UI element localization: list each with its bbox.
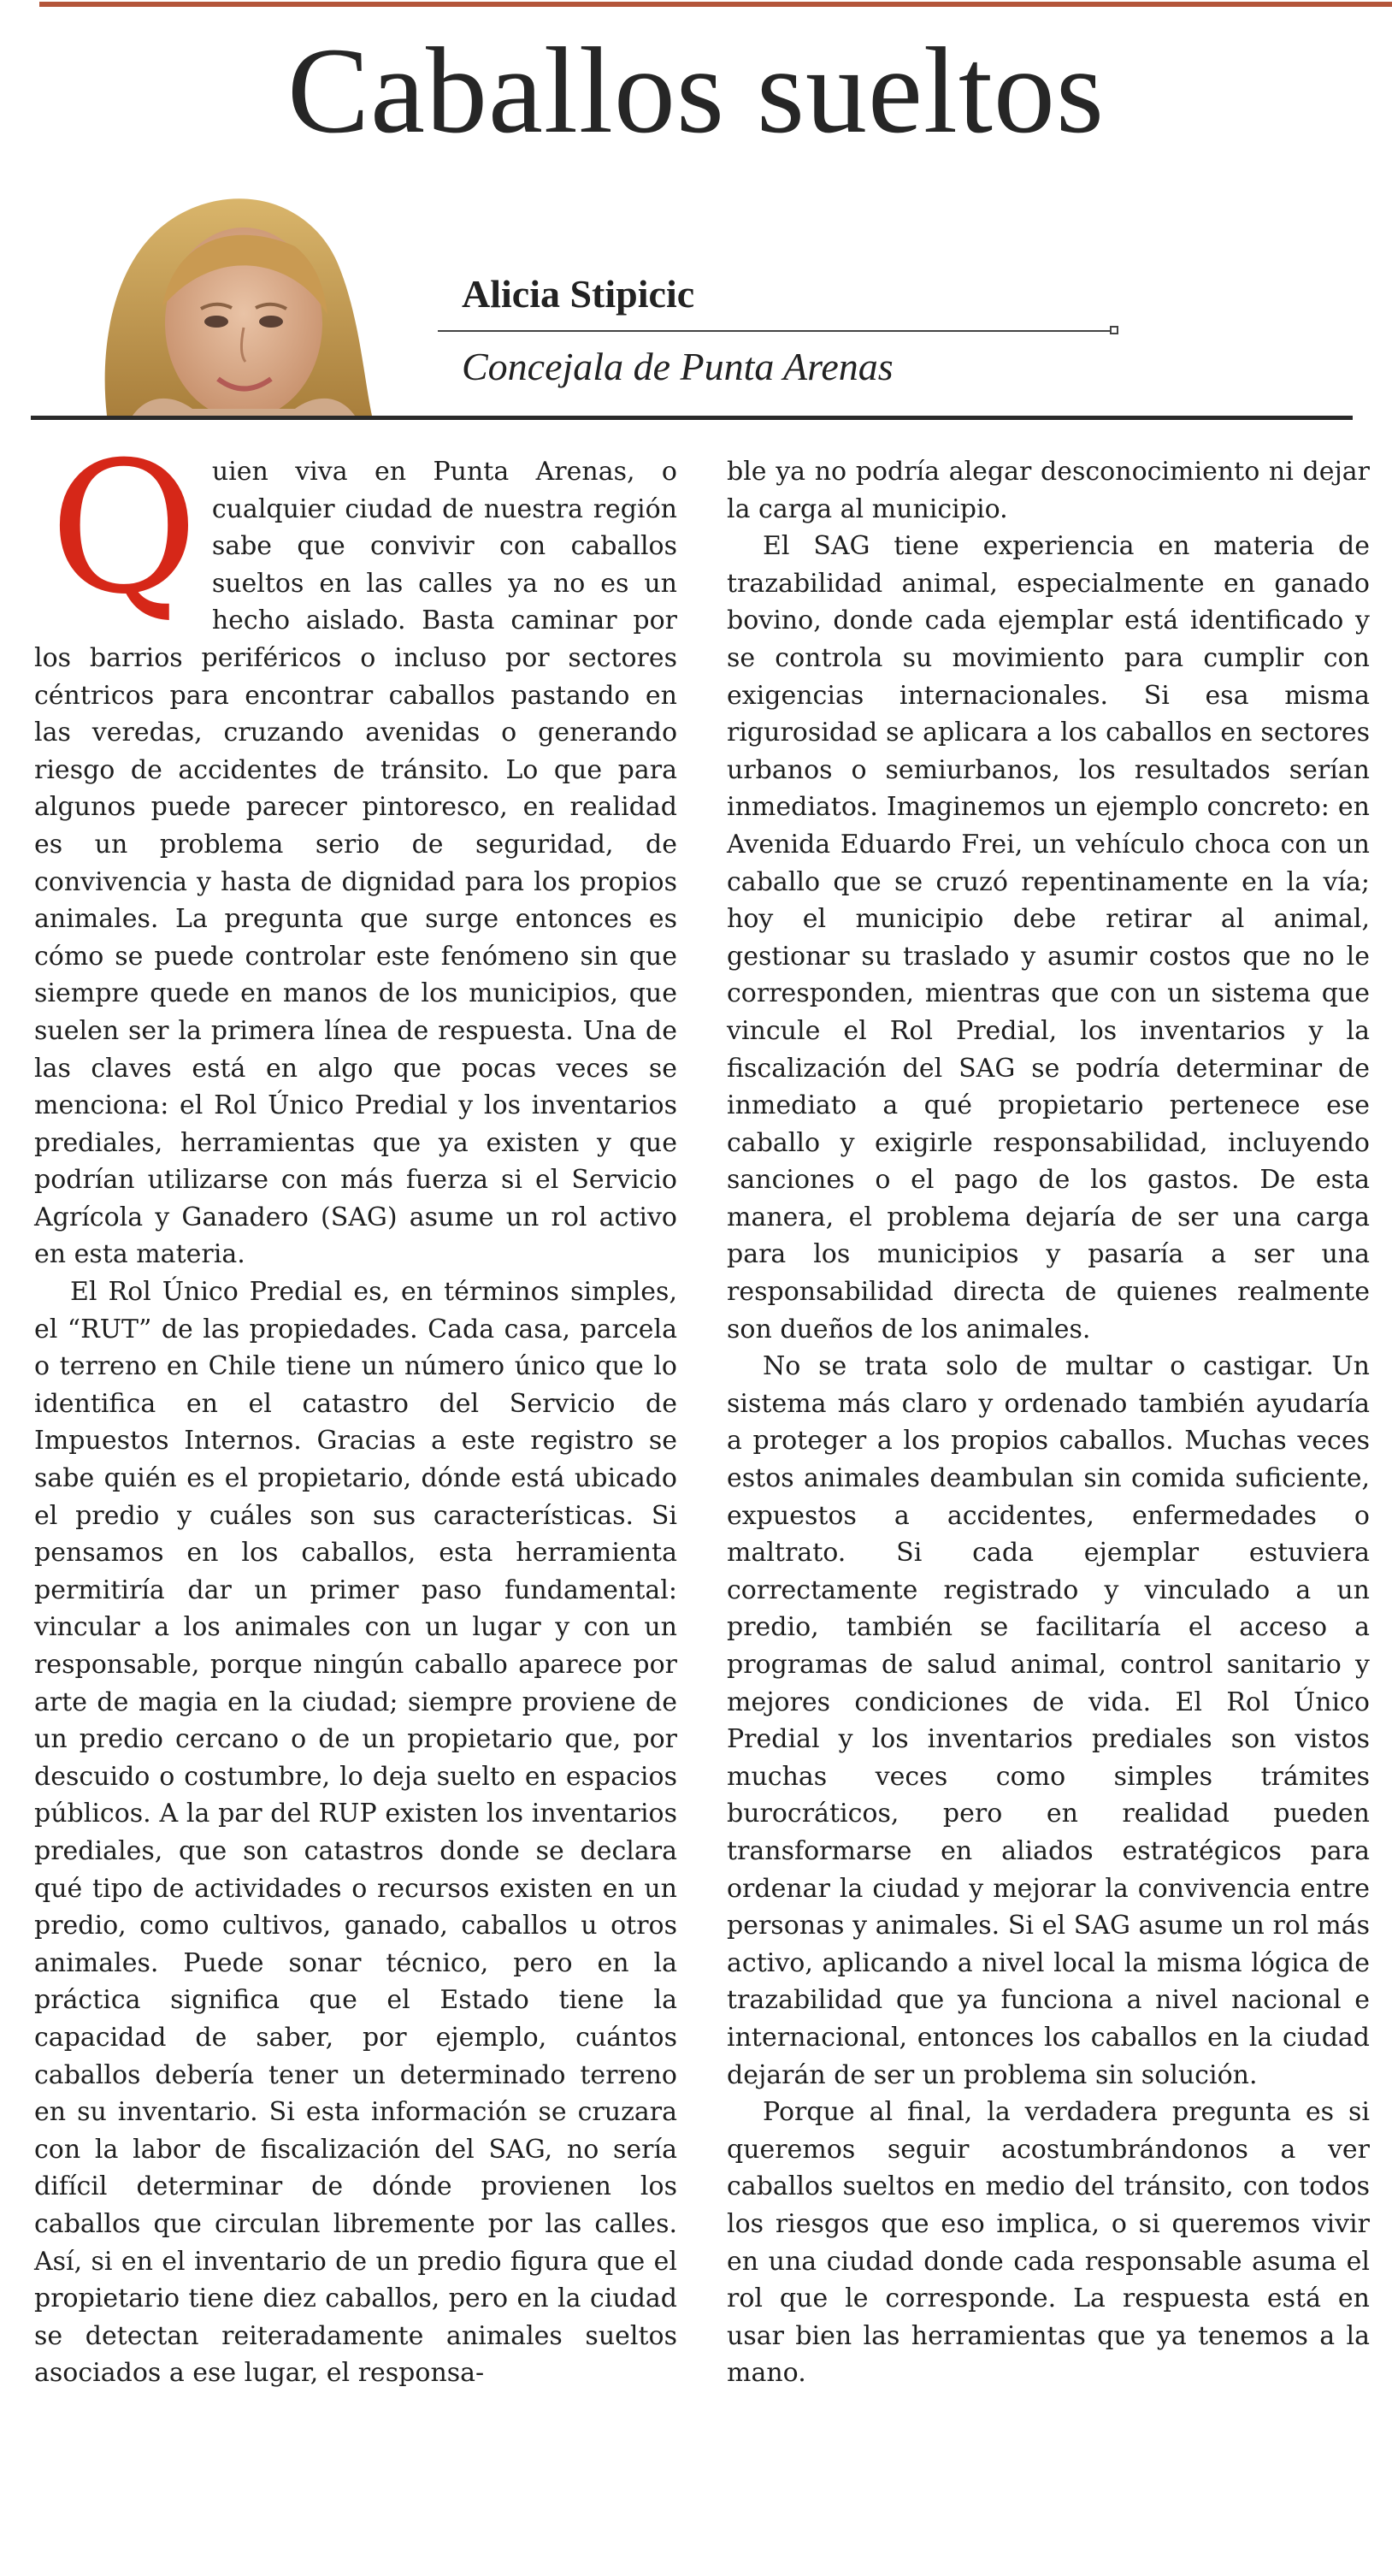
article-column-left <box>34 422 677 2392</box>
paragraph <box>34 422 677 1273</box>
top-accent-rule <box>39 2 1392 7</box>
paragraph: ble ya no podría alegar desconocimiento ni dejar la carga al municipio. <box>727 457 1370 524</box>
drop-cap: Q <box>50 422 198 634</box>
author-role: Concejala de Punta Arenas <box>462 345 894 388</box>
paragraph: El SAG tiene experiencia en materia de trazabilidad animal, especialmente en ganado bovino, donde cada ejemplar está identificado y se controla su movimiento para cumplir con exigencias internacionales. Si esa misma rigurosidad se aplicara a los caballos en sectores urbanos o semiurbanos, los resultados serían inmediatos. Imaginemos un ejemplo concreto: en Avenida Eduardo Frei, un vehículo choca con un caballo que se cruzó repentinamente en la vía; hoy el municipio debe retirar al animal, gestionar su traslado y asumir costos que no le corresponden, mientras que con un sistema que vincule el Rol Predial, los inventarios y la fiscalización del SAG se podría determinar de inmediato a qué propietario pertenece ese caballo y exigirle responsabilidad, incluyendo sanciones o el pago de los gastos. De esta manera, el problema dejaría de ser una carga para los municipios y pasaría a ser una responsabilidad directa de quienes realmente son dueños de los animales. <box>727 531 1370 1344</box>
article-column-right <box>727 453 1370 2392</box>
header-divider <box>31 416 1353 420</box>
author-portrait <box>81 186 398 416</box>
author-name: Alicia Stipicic <box>462 272 695 316</box>
paragraph: El Rol Único Predial es, en términos simples, el “RUT” de las propiedades. Cada casa, parcela o terreno en Chile tiene un número único que lo identifica en el catastro del Servicio de Impuestos Internos. Gracias a este registro se sabe quién es el propietario, dónde está ubicado el predio y cuáles son sus características. Si pensamos en los caballos, esta herramienta permitiría dar un primer paso fundamental: vincular a los animales con un lugar y con un responsable, porque ningún caballo aparece por arte de magia en la ciudad; siempre proviene de un predio cercano o de un propietario que, por descuido o costumbre, lo deja suelto en espacios públicos. A la par del RUP existen los inventarios prediales, que son catastros donde se declara qué tipo de actividades o recursos existen en un predio, como cultivos, ganado, caballos u otros animales. Puede sonar técnico, pero en la práctica significa que el Estado tiene la capacidad de saber, por ejemplo, cuántos caballos debería tener un determinado terreno en su inventario. Si esta información se cruzara con la labor de fiscalización del SAG, no sería difícil determinar de dónde provienen los caballos que circulan libremente por las calles. Así, si en el inventario de un predio figura que el propietario tiene diez caballos, pero en la ciudad se detectan reiteradamente animales sueltos asociados a ese lugar, el responsa- <box>34 1277 677 2389</box>
author-divider <box>438 330 1113 332</box>
paragraph-text: uien viva en Punta Arenas, o cualquier ciudad de nuestra región sabe que convivir con caballos sueltos en las calles ya no es un hecho aislado. Basta caminar por los barrios periféricos o incluso por sectores céntricos para encontrar caballos pastando en las veredas, cruzando avenidas o generando riesgo de accidentes de tránsito. Lo que para algunos puede parecer pintoresco, en realidad es un problema serio de seguridad, de convivencia y hasta de dignidad para los propios animales. La pregunta que surge entonces es cómo se puede controlar este fenómeno sin que siempre quede en manos de los municipios, que suelen ser la primera línea de respuesta. Una de las claves está en algo que pocas veces se menciona: el Rol Único Predial y los inventarios prediales, herramientas que ya existen y que podrían utilizarse con más fuerza si el Servicio Agrícola y Ganadero (SAG) asume un rol activo en esta materia. <box>34 457 677 1270</box>
headline: Caballos sueltos <box>287 23 1105 159</box>
author-divider-end-square-icon <box>1110 326 1118 334</box>
paragraph: Porque al final, la verdadera pregunta es si queremos seguir acostumbrándonos a ver caballos sueltos en medio del tránsito, con todos los riesgos que eso implica, o si queremos vivir en una ciudad donde cada responsable asuma el rol que le corresponde. La respuesta está en usar bien las herramientas que ya tenemos a la mano. <box>727 2097 1370 2389</box>
paragraph: No se trata solo de multar o castigar. Un sistema más claro y ordenado también ayudaría a proteger a los propios caballos. Muchas veces estos animales deambulan sin comida suficiente, expuestos a accidentes, enfermedades o maltrato. Si cada ejemplar estuviera correctamente registrado y vinculado a un predio, también se facilitaría el acceso a programas de salud animal, control sanitario y mejores condiciones de vida. El Rol Único Predial y los inventarios prediales son vistos muchas veces como simples trámites burocráticos, pero en realidad pueden transformarse en aliados estratégicos para ordenar la ciudad y mejorar la convivencia entre personas y animales. Si el SAG asume un rol más activo, aplicando a nivel local la misma lógica de trazabilidad que ya funciona a nivel nacional e internacional, entonces los caballos en la ciudad dejarán de ser un problema sin solución. <box>727 1351 1370 2090</box>
